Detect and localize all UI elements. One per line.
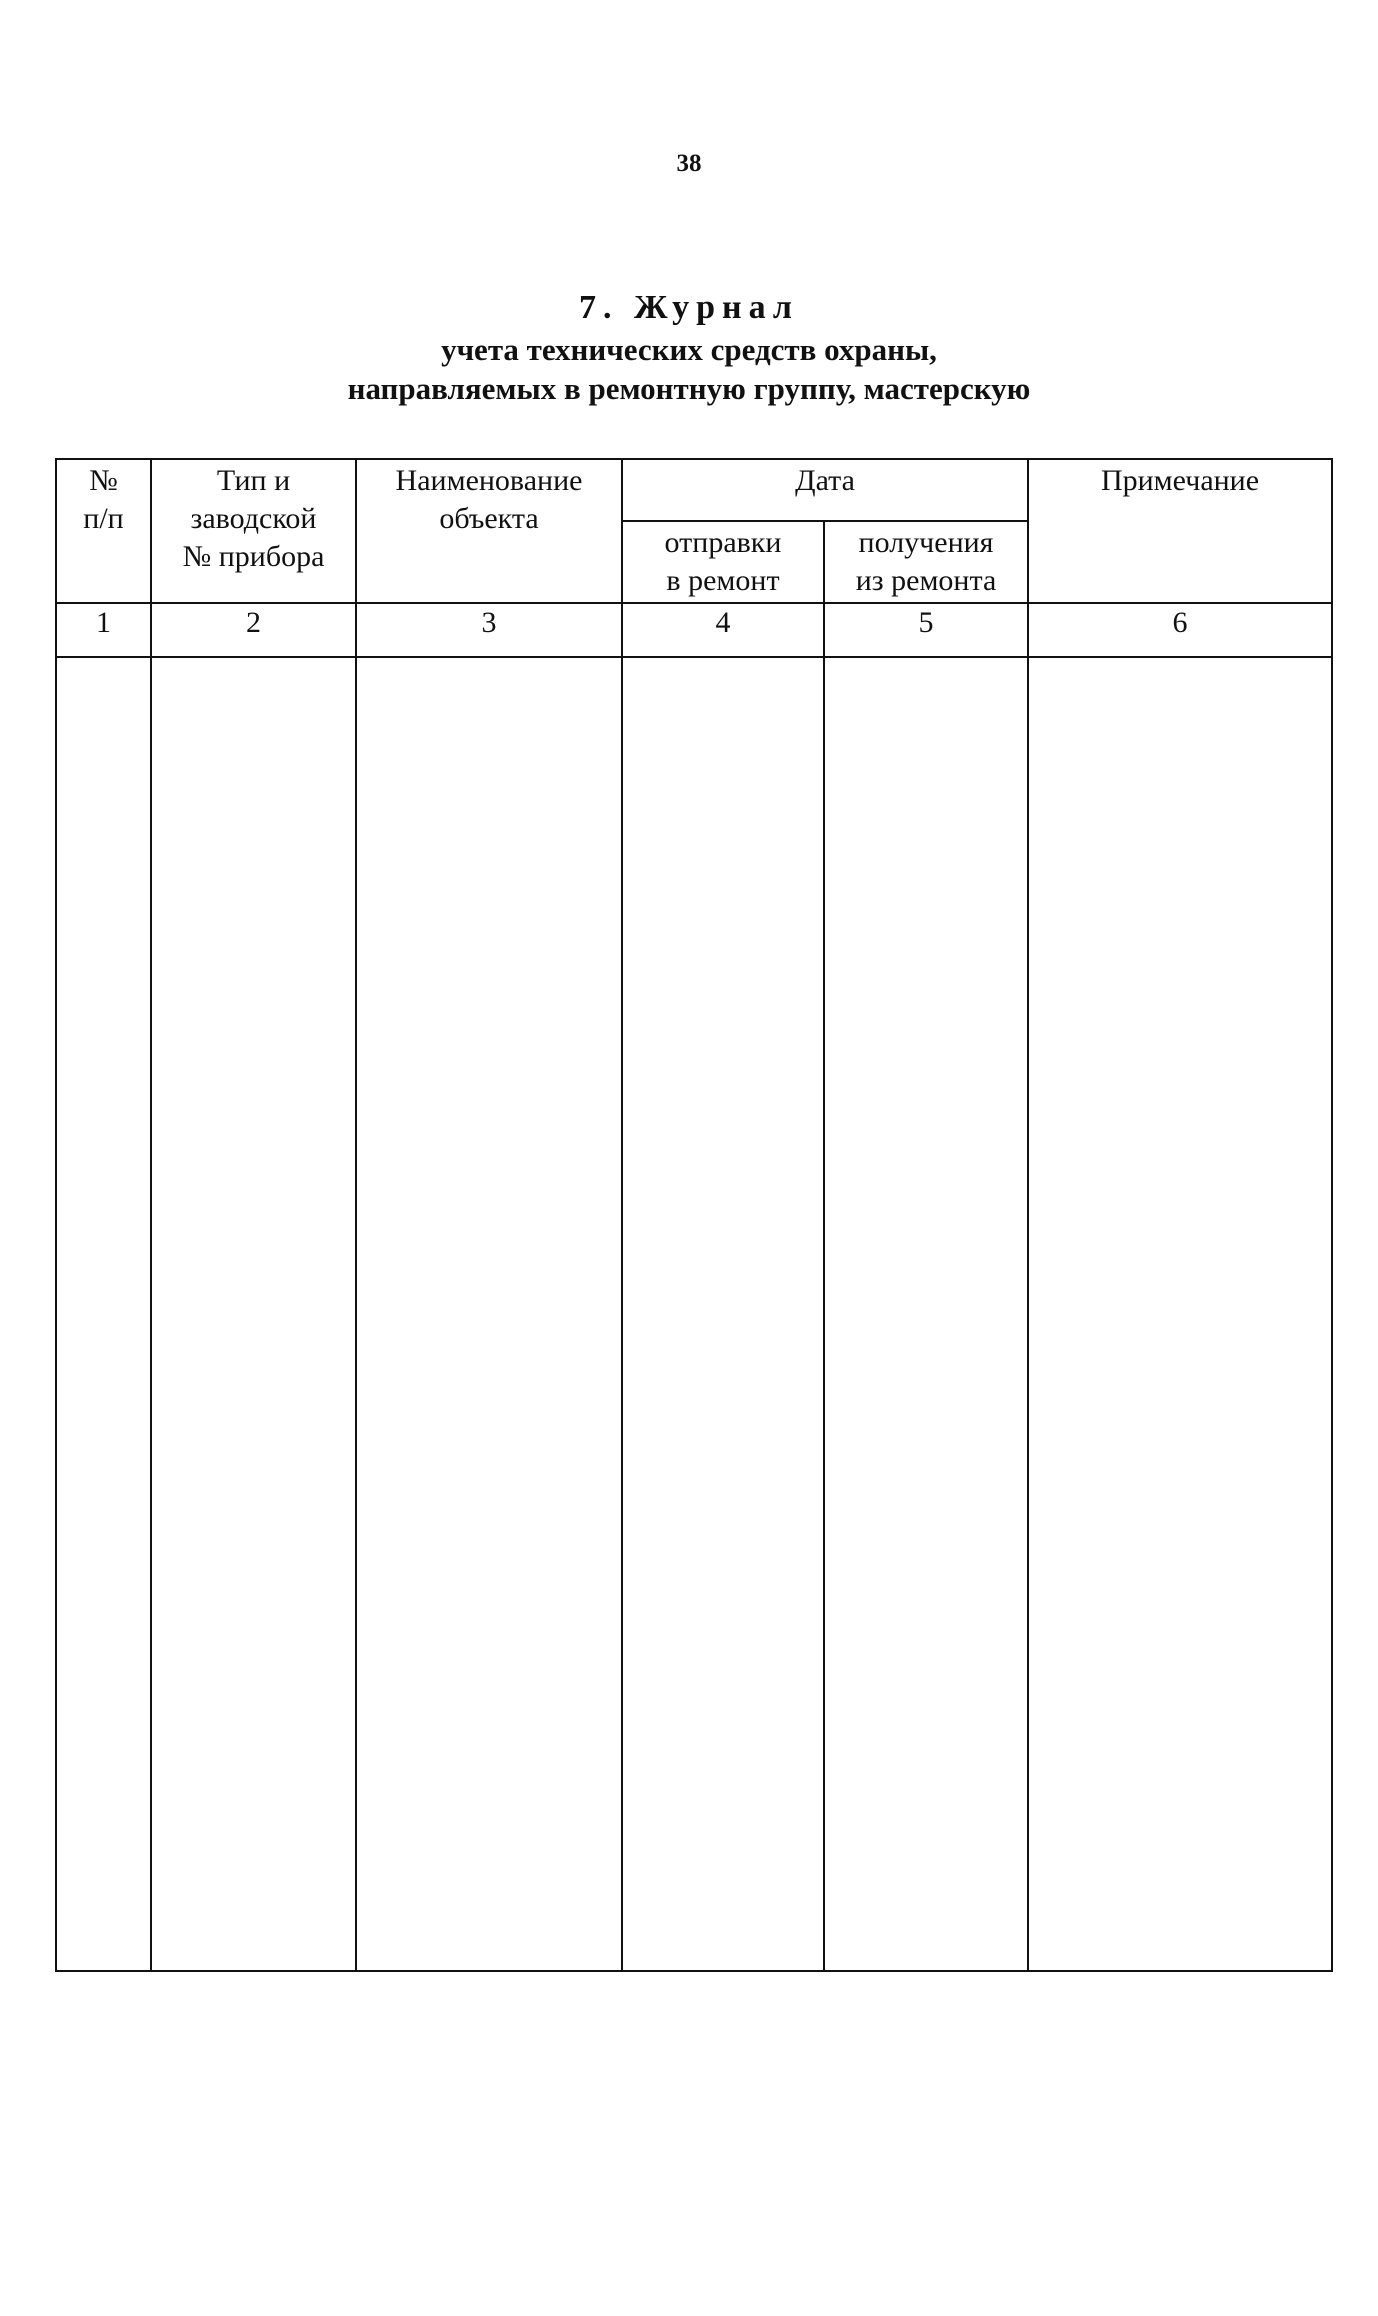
header-notes: Примечание <box>1028 459 1332 603</box>
header-object-name <box>356 459 622 603</box>
empty-cell[interactable] <box>1028 657 1332 1971</box>
header-sent-date <box>622 521 824 603</box>
header-sent-date-line-2: в ремонт <box>666 564 780 597</box>
header-row-number-line-2: п/п <box>83 502 124 535</box>
column-number-cell: 2 <box>151 603 356 657</box>
title-subtitle-line-2: направляемых в ремонтную группу, мастерскую <box>347 371 1031 406</box>
header-device-type-line-2: заводской <box>190 502 317 535</box>
column-number-cell: 5 <box>824 603 1028 657</box>
header-object-name-line-1: Наименование <box>395 464 583 497</box>
empty-entry-row <box>56 657 1332 1971</box>
header-device-type-line-1: Тип и <box>216 464 291 497</box>
column-number-row <box>56 603 1332 657</box>
header-date: Дата <box>622 459 1028 521</box>
empty-cell[interactable] <box>356 657 622 1971</box>
column-number-cell: 6 <box>1028 603 1332 657</box>
empty-cell[interactable] <box>56 657 151 1971</box>
column-number-cell: 1 <box>56 603 151 657</box>
empty-cell[interactable] <box>151 657 356 1971</box>
empty-cell[interactable] <box>622 657 824 1971</box>
header-received-date-line-1: получения <box>858 526 994 559</box>
journal-title <box>0 286 1378 408</box>
header-received-date <box>824 521 1028 603</box>
title-subtitle-line-1: учета технических средств охраны, <box>441 332 937 367</box>
header-row-number-line-1: № <box>89 464 118 497</box>
header-row-1 <box>56 459 1332 521</box>
title-main: 7. Журнал <box>579 289 799 326</box>
header-row-number <box>56 459 151 603</box>
journal-table <box>55 458 1333 1972</box>
header-sent-date-line-1: отправки <box>664 526 782 559</box>
empty-cell[interactable] <box>824 657 1028 1971</box>
column-number-cell: 3 <box>356 603 622 657</box>
header-device-type-line-3: № прибора <box>182 540 325 573</box>
header-object-name-line-2: объекта <box>439 502 539 535</box>
header-device-type <box>151 459 356 603</box>
header-received-date-line-2: из ремонта <box>855 564 997 597</box>
page-number: 38 <box>676 150 702 177</box>
column-number-cell: 4 <box>622 603 824 657</box>
